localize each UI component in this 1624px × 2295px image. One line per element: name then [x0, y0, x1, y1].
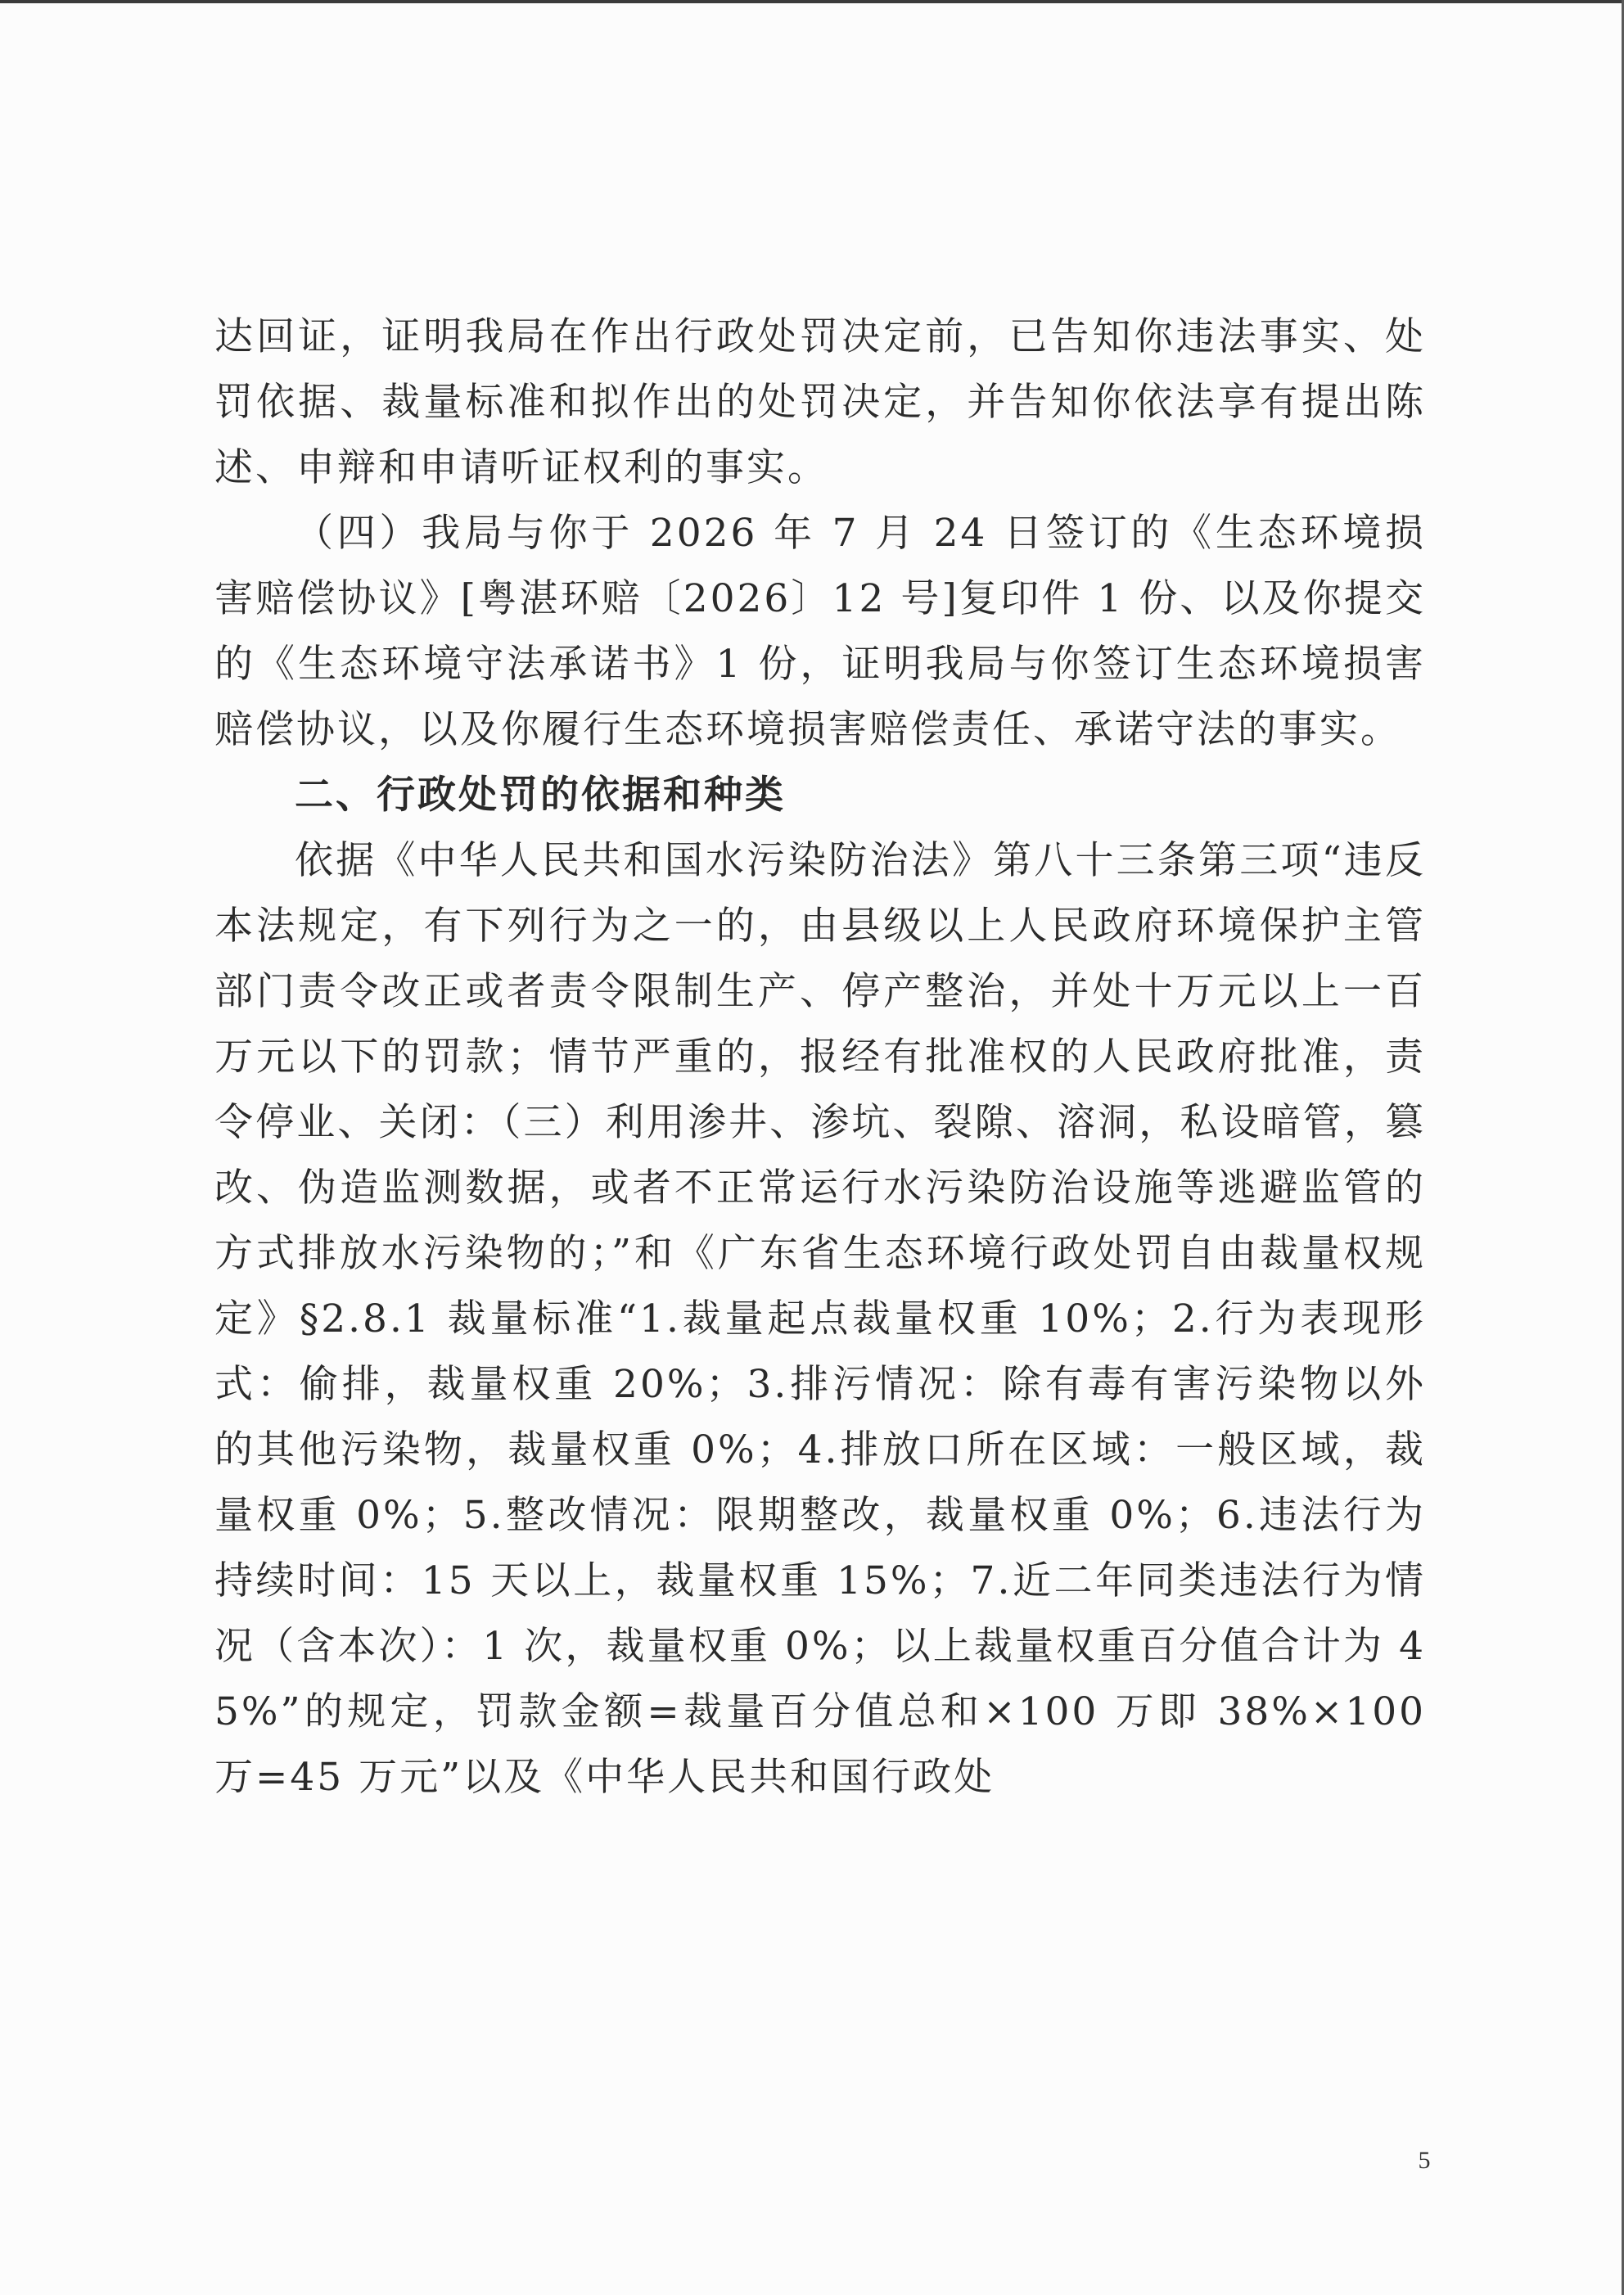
paragraph-legal-basis: 依据《中华人民共和国水污染防治法》第八十三条第三项“违反本法规定，有下列行为之一的，由县级以上人民政府环境保护主管部门责令改正或者责令限制生产、停产整治，并处十万元以上一百万元以下的罚款；情节严重的，报经有批准权的人民政府批准，责令停业、关闭：（三）利用渗井、渗坑、裂隙、溶洞，私设暗管，篡改、伪造监测数据，或者不正常运行水污染防治设施等逃避监管的方式排放水污染物的；”和《广东省生态环境行政处罚自由裁量权规定》§2.8.1 裁量标准“1.裁量起点裁量权重 10%；2.行为表现形式：偷排，裁量权重 20%；3.排污情况：除有毒有害污染物以外的其他污染物，裁量权重 0%；4.排放口所在区域：一般区域，裁量权重 0%；5.整改情况：限期整改，裁量权重 0%；6.违法行为持续时间：15 天以上，裁量权重 15%；7.近二年同类违法行为情况（含本次）：1 次，裁量权重 0%；以上裁量权重百分值合计为 45%”的规定，罚款金额=裁量百分值总和×100 万即 38%×100 万=45 万元”以及《中华人民共和国行政处 [214, 838, 1426, 1800]
paragraph-evidence-three-continued: 达回证，证明我局在作出行政处罚决定前，已告知你违法事实、处罚依据、裁量标准和拟作出的处罚决定，并告知你依法享有提出陈述、申辩和申请听证权利的事实。 [214, 314, 1426, 490]
paragraph-evidence-four: （四）我局与你于 2026 年 7 月 24 日签订的《生态环境损害赔偿协议》[粤湛环赔〔2026〕12 号]复印件 1 份、以及你提交的《生态环境守法承诺书》1 份，证明我局与你签订生态环境损害赔偿协议，以及你履行生态环境损害赔偿责任、承诺守法的事实。 [214, 511, 1426, 752]
document-body [214, 304, 1426, 1810]
section-heading-penalty-basis: 二、行政处罚的依据和种类 [295, 773, 786, 818]
scan-top-edge [0, 0, 1624, 3]
page-number: 5 [1418, 2147, 1431, 2174]
